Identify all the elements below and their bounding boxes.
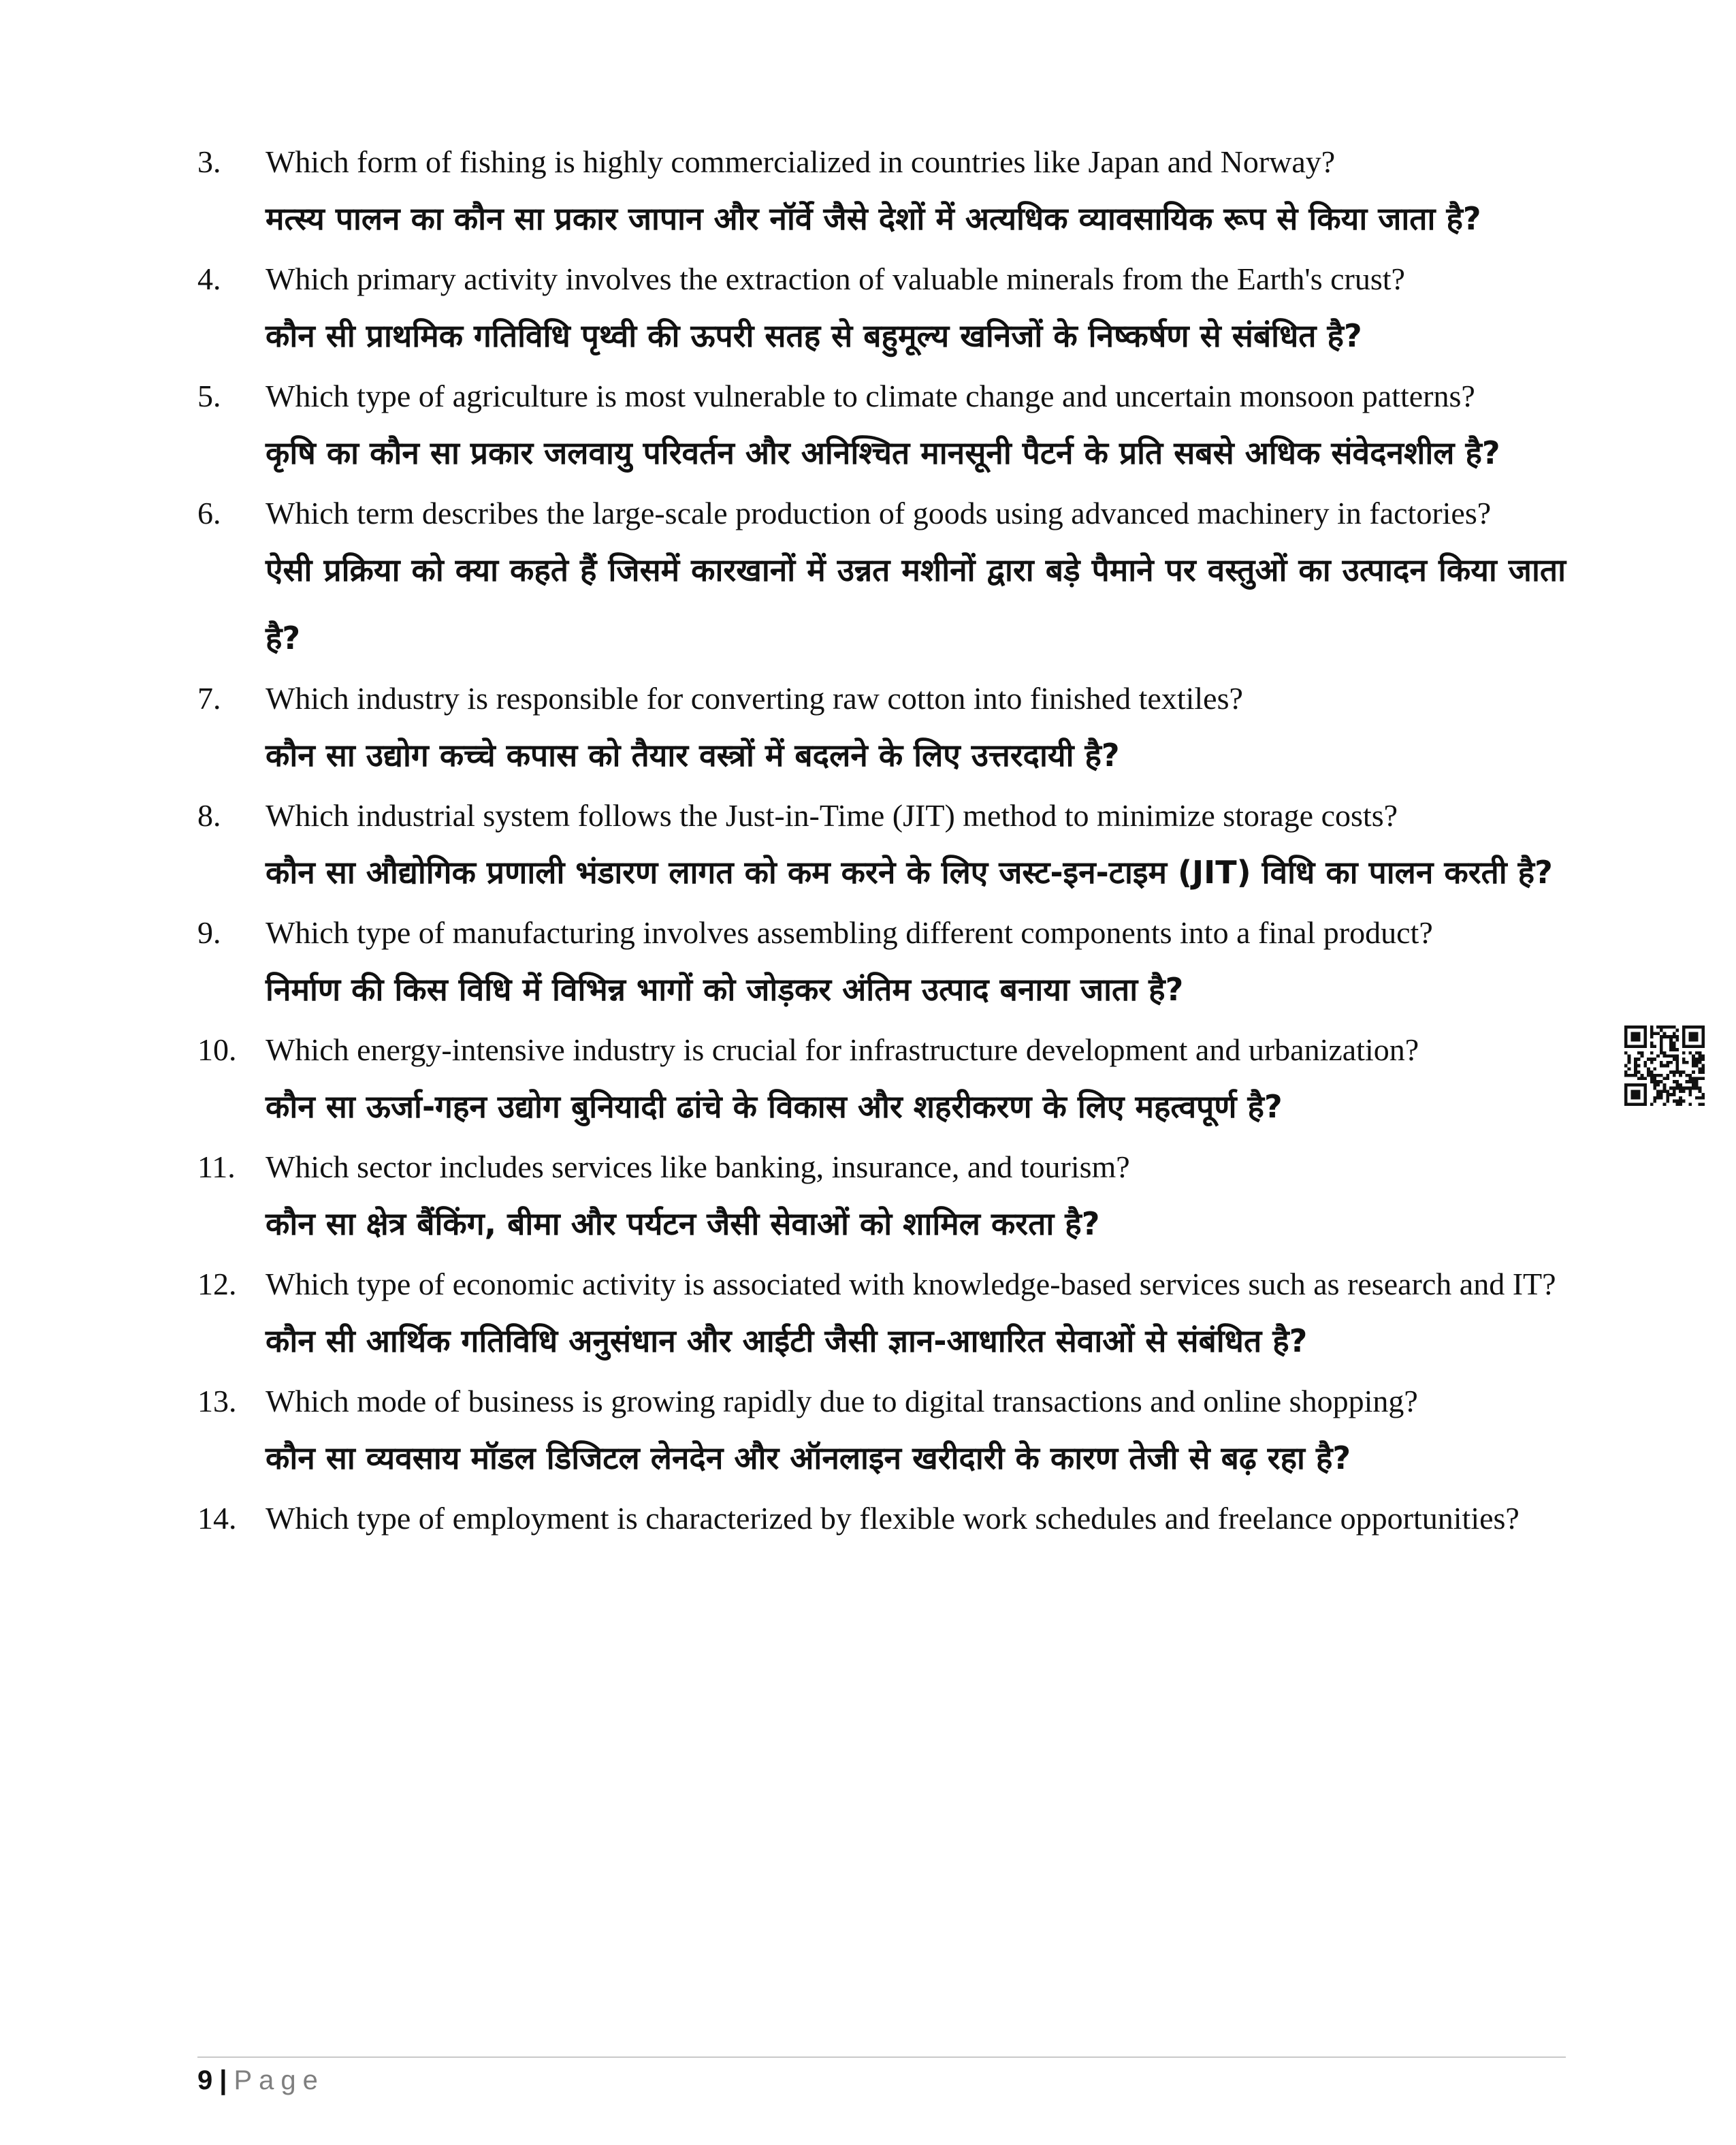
question-number: 4.: [197, 261, 221, 296]
question-item: [197, 1496, 1566, 1541]
question-text-hindi: कौन सी आर्थिक गतिविधि अनुसंधान और आईटी जैसी ज्ञान-आधारित सेवाओं से संबंधित है?: [266, 1322, 1308, 1359]
question-number: 13.: [197, 1384, 237, 1418]
question-number: 7.: [197, 681, 221, 716]
question-text-hindi: कृषि का कौन सा प्रकार जलवायु परिवर्तन और अनिश्चित मानसूनी पैटर्न के प्रति सबसे अधिक संवेदनशील है?: [266, 434, 1500, 471]
question-text-english: Which industry is responsible for converting raw cotton into finished textiles?: [266, 681, 1243, 716]
question-number: 10.: [197, 1032, 237, 1067]
question-text-english: Which type of manufacturing involves assembling different components into a final product?: [266, 915, 1433, 950]
question-text-english: Which term describes the large-scale production of goods using advanced machinery in factories?: [266, 496, 1492, 530]
question-item: [197, 257, 1566, 370]
question-text-english: Which sector includes services like banking, insurance, and tourism?: [266, 1149, 1130, 1184]
question-text-hindi: कौन सा क्षेत्र बैंकिंग, बीमा और पर्यटन जैसी सेवाओं को शामिल करता है?: [266, 1205, 1100, 1242]
question-number: 5.: [197, 379, 221, 413]
page-label: Page: [234, 2065, 325, 2095]
question-text-hindi: कौन सा ऊर्जा-गहन उद्योग बुनियादी ढांचे के विकास और शहरीकरण के लिए महत्वपूर्ण है?: [266, 1088, 1283, 1125]
question-number: 6.: [197, 496, 221, 530]
question-item: [197, 1262, 1566, 1375]
question-item: [197, 491, 1566, 672]
question-number: 11.: [197, 1149, 236, 1184]
question-text-hindi: कौन सा उद्योग कच्चे कपास को तैयार वस्त्रों में बदलने के लिए उत्तरदायी है?: [266, 737, 1120, 774]
question-text-english: Which energy-intensive industry is crucial for infrastructure development and urbanization?: [266, 1032, 1419, 1067]
question-list: [197, 140, 1566, 1541]
question-text-english: Which form of fishing is highly commercialized in countries like Japan and Norway?: [266, 144, 1336, 179]
question-text-english: Which type of employment is characterized by flexible work schedules and freelance opportunities?: [266, 1501, 1520, 1536]
qr-code-icon: [1624, 1026, 1705, 1106]
footer-divider: [197, 2056, 1566, 2058]
page-number: 9: [197, 2065, 213, 2095]
question-item: [197, 1379, 1566, 1492]
question-text-hindi: कौन सी प्राथमिक गतिविधि पृथ्वी की ऊपरी सतह से बहुमूल्य खनिजों के निष्कर्षण से संबंधित है?: [266, 317, 1362, 354]
question-item: [197, 910, 1566, 1023]
question-number: 9.: [197, 915, 221, 950]
page-footer: [197, 2063, 325, 2097]
question-text-english: Which mode of business is growing rapidly due to digital transactions and online shopping?: [266, 1384, 1418, 1418]
question-text-hindi: निर्माण की किस विधि में विभिन्न भागों को जोड़कर अंतिम उत्पाद बनाया जाता है?: [266, 971, 1184, 1008]
question-number: 3.: [197, 144, 221, 179]
question-text-english: Which type of agriculture is most vulnerable to climate change and uncertain monsoon patterns?: [266, 379, 1475, 413]
question-text-english: Which industrial system follows the Just-in-Time (JIT) method to minimize storage costs?: [266, 798, 1398, 833]
question-text-hindi: कौन सा औद्योगिक प्रणाली भंडारण लागत को कम करने के लिए जस्ट-इन-टाइम (JIT) विधि का पालन करती है?: [266, 854, 1553, 891]
question-number: 12.: [197, 1267, 237, 1301]
question-item: [197, 1028, 1566, 1141]
question-number: 14.: [197, 1501, 237, 1536]
question-item: [197, 374, 1566, 487]
question-text-hindi: ऐसी प्रक्रिया को क्या कहते हैं जिसमें कारखानों में उन्नत मशीनों द्वारा बड़े पैमाने पर वस्तुओं का उत्पादन किया जाता है?: [266, 552, 1566, 656]
question-number: 8.: [197, 798, 221, 833]
question-item: [197, 1145, 1566, 1258]
question-text-hindi: कौन सा व्यवसाय मॉडल डिजिटल लेनदेन और ऑनलाइन खरीदारी के कारण तेजी से बढ़ रहा है?: [266, 1440, 1351, 1476]
question-item: [197, 676, 1566, 789]
question-item: [197, 140, 1566, 253]
question-text-hindi: मत्स्य पालन का कौन सा प्रकार जापान और नॉर्वे जैसे देशों में अत्यधिक व्यावसायिक रूप से किया जाता है?: [266, 200, 1481, 237]
footer-separator: |: [219, 2065, 227, 2095]
question-item: [197, 793, 1566, 906]
question-text-english: Which type of economic activity is associated with knowledge-based services such as research and IT?: [266, 1267, 1556, 1301]
question-text-english: Which primary activity involves the extraction of valuable minerals from the Earth's crust?: [266, 261, 1405, 296]
